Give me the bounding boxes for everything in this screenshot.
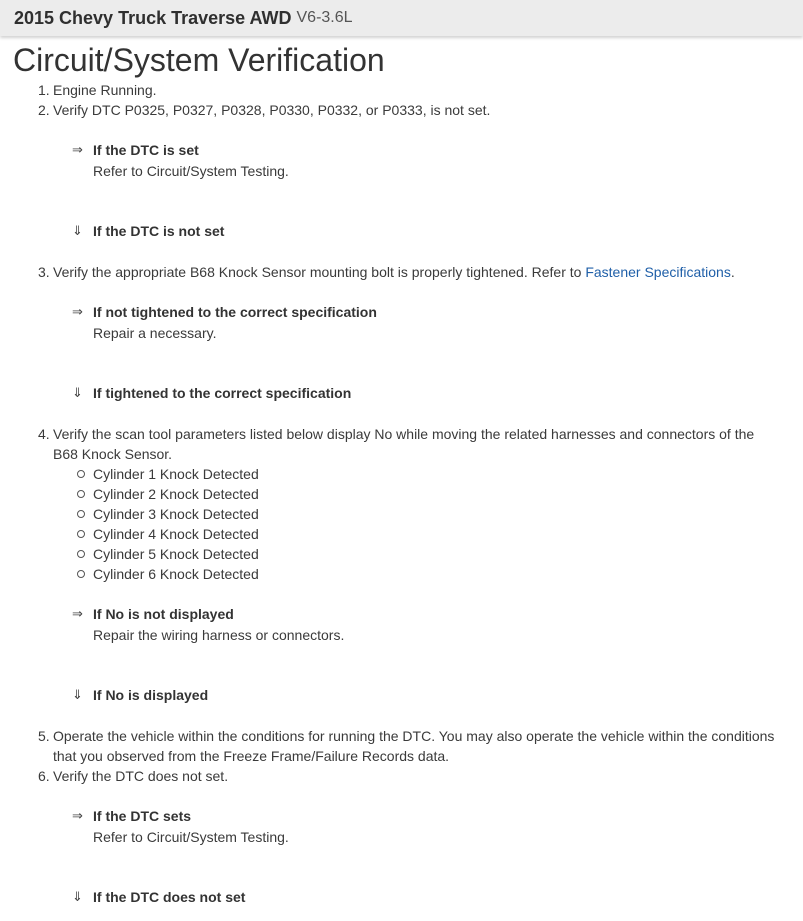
result-condition: If not tightened to the correct specification	[93, 304, 377, 320]
right-arrow-icon: ⇒	[72, 304, 83, 319]
bullet-text: Cylinder 2 Knock Detected	[93, 486, 259, 502]
result-condition: If tightened to the correct specification	[93, 385, 352, 401]
result-action: Repair the wiring harness or connectors.	[93, 627, 345, 643]
bullet-text: Cylinder 1 Knock Detected	[93, 466, 259, 482]
page-title: Circuit/System Verification	[13, 42, 385, 78]
circle-bullet-icon	[77, 470, 85, 478]
vehicle-engine: V6-3.6L	[296, 9, 353, 26]
result-action: Refer to Circuit/System Testing.	[93, 163, 289, 179]
step-number: 1.	[38, 82, 50, 98]
step-text: Verify DTC P0325, P0327, P0328, P0330, P0332, or P0333, is not set.	[53, 102, 491, 118]
circle-bullet-icon	[77, 570, 85, 578]
right-arrow-icon: ⇒	[72, 142, 83, 157]
step-number: 5.	[38, 728, 50, 744]
result-condition: If No is displayed	[93, 687, 209, 703]
result-condition: If the DTC is not set	[93, 223, 225, 239]
result-condition: If the DTC sets	[93, 808, 192, 824]
step-number: 6.	[38, 768, 50, 784]
vehicle-name: 2015 Chevy Truck Traverse AWD	[14, 7, 292, 28]
vehicle-header-bar	[0, 0, 803, 36]
result-action: Repair a necessary.	[93, 325, 217, 341]
right-arrow-icon: ⇒	[72, 808, 83, 823]
circle-bullet-icon	[77, 490, 85, 498]
result-action: Refer to Circuit/System Testing.	[93, 829, 289, 845]
step-text-line-1: Verify the scan tool parameters listed below display No while moving the related harnesses and connectors of the	[53, 426, 755, 442]
step-text-line-2: that you observed from the Freeze Frame/Failure Records data.	[53, 748, 450, 764]
step-text-line-2: B68 Knock Sensor.	[53, 446, 173, 462]
circle-bullet-icon	[77, 530, 85, 538]
result-condition: If the DTC is set	[93, 142, 199, 158]
step-text: Engine Running.	[53, 82, 157, 98]
bullet-text: Cylinder 6 Knock Detected	[93, 566, 259, 582]
step-text-line-1: Operate the vehicle within the conditions for running the DTC. You may also operate the vehicle within the conditions	[53, 728, 775, 744]
circle-bullet-icon	[77, 510, 85, 518]
result-condition: If the DTC does not set	[93, 889, 246, 905]
down-arrow-icon: ⇓	[72, 385, 83, 400]
circle-bullet-icon	[77, 550, 85, 558]
step-number: 3.	[38, 264, 50, 280]
bullet-text: Cylinder 4 Knock Detected	[93, 526, 259, 542]
step-text: Verify the DTC does not set.	[53, 768, 229, 784]
step-number: 2.	[38, 102, 50, 118]
down-arrow-icon: ⇓	[72, 687, 83, 702]
fastener-specifications-link[interactable]: Fastener Specifications	[585, 264, 731, 280]
step-text-before-link: Verify the appropriate B68 Knock Sensor mounting bolt is properly tightened. Refer to	[53, 264, 586, 280]
bullet-text: Cylinder 3 Knock Detected	[93, 506, 259, 522]
step-number: 4.	[38, 426, 50, 442]
right-arrow-icon: ⇒	[72, 606, 83, 621]
result-condition: If No is not displayed	[93, 606, 234, 622]
step-text	[53, 262, 793, 282]
down-arrow-icon: ⇓	[72, 223, 83, 238]
down-arrow-icon: ⇓	[72, 889, 83, 904]
bullet-text: Cylinder 5 Knock Detected	[93, 546, 259, 562]
step-text-after-link: .	[730, 264, 735, 280]
